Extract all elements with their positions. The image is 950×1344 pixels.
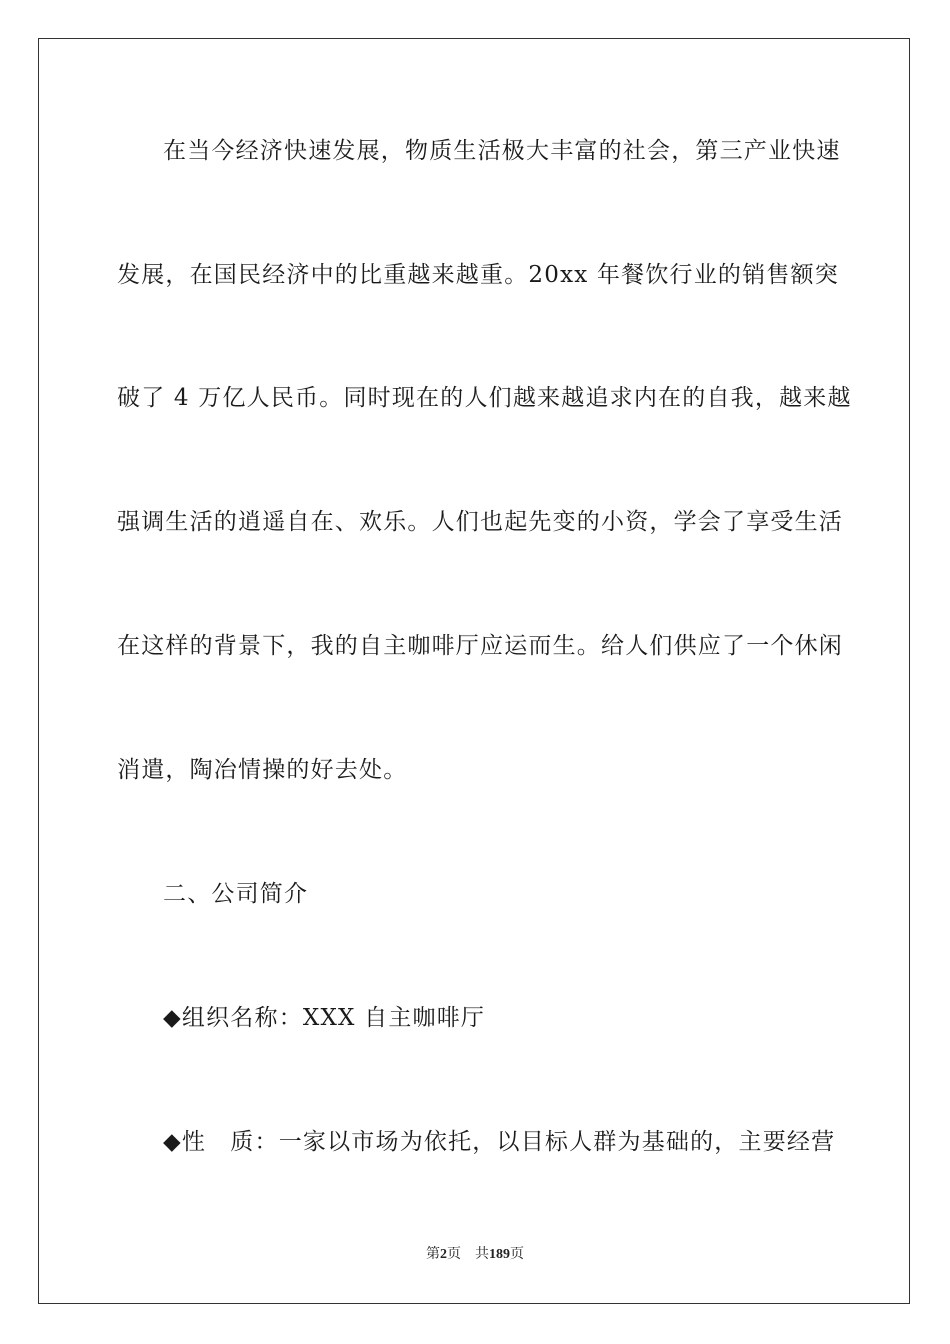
org-name-item: ◆组织名称：XXX 自主咖啡厅 bbox=[163, 1005, 486, 1031]
body-text-line-3: 破了 4 万亿人民币。同时现在的人们越来越追求内在的自我，越来越 bbox=[117, 385, 852, 411]
footer-page-prefix: 第 bbox=[426, 1247, 440, 1262]
footer-total-prefix: 共 bbox=[475, 1247, 489, 1262]
page-border bbox=[38, 38, 910, 1304]
body-text-line-1: 在当今经济快速发展，物质生活极大丰富的社会，第三产业快速 bbox=[163, 138, 841, 164]
page-footer bbox=[0, 1246, 950, 1264]
body-text-line-4: 强调生活的逍遥自在、欢乐。人们也起先变的小资，学会了享受生活 bbox=[117, 509, 843, 535]
footer-page-number: 2 bbox=[440, 1247, 447, 1262]
footer-total-suffix: 页 bbox=[510, 1247, 524, 1262]
footer-page-suffix: 页 bbox=[447, 1247, 461, 1262]
body-text-line-5: 在这样的背景下，我的自主咖啡厅应运而生。给人们供应了一个休闲 bbox=[117, 633, 843, 659]
section-heading: 二、公司简介 bbox=[163, 881, 309, 907]
footer-total-pages: 189 bbox=[489, 1247, 510, 1262]
body-text-line-6: 消遣，陶冶情操的好去处。 bbox=[117, 757, 408, 783]
nature-item: ◆性 质：一家以市场为依托，以目标人群为基础的，主要经营 bbox=[163, 1129, 836, 1155]
body-text-line-2: 发展，在国民经济中的比重越来越重。20xx 年餐饮行业的销售额突 bbox=[117, 262, 839, 288]
